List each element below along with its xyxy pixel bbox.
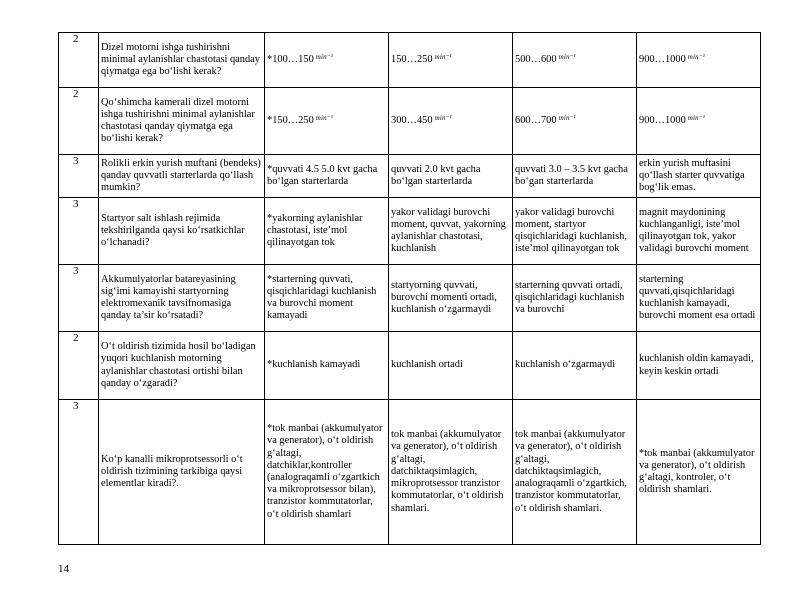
answer-c-cell: yakor validagi burovchi moment, startyor qisqichlaridagi kuchlanish, iste’mol qilinayotgan tok [513, 198, 637, 265]
row-number: 3 [59, 265, 99, 332]
answer-text: *150…250 [267, 114, 314, 126]
answer-a-cell: *quvvati 4.5 5.0 kvt gacha bo‘lgan starterlarda [265, 155, 389, 198]
table-row [59, 265, 761, 332]
answer-text: 150…250 [391, 53, 433, 65]
unit-label: min⁻¹ [687, 52, 706, 61]
answer-b-cell: startyorning quvvati, burovchi momenti ortadi, kuchlanish o‘zgarmaydi [389, 265, 513, 332]
answer-text: 900…1000 [639, 53, 686, 65]
answer-a-cell: *tok manbai (akkumulyator va generator), o‘t oldirish g‘altagi, datchiklar,kontroller (analograqamli o‘zgartkich va mikroprotsessor bilan), tranzistor kommutatorlar, o‘t oldirish shamlari [265, 400, 389, 545]
question-cell: Ko‘p kanalli mikroprotsessorli o‘t oldirish tizimining tarkibiga qaysi elementlar kiradi?. [99, 400, 265, 545]
answer-c-cell: kuchlanish o‘zgarmaydi [513, 332, 637, 400]
table-row [59, 198, 761, 265]
unit-label: min⁻¹ [558, 113, 576, 122]
question-cell: Rolikli erkin yurish muftani (bendeks) qanday quvvatli starterlarda qo‘llash mumkin? [99, 155, 265, 198]
answer-b-cell: kuchlanish ortadi [389, 332, 513, 400]
unit-label: min⁻¹ [687, 113, 706, 122]
row-number: 2 [59, 33, 99, 88]
table-row [59, 33, 761, 88]
question-cell: Qo‘shimcha kamerali dizel motorni ishga tushirishni minimal aylanishlar chastotasi qanday qiymatga ega bo‘lishi kerak? [99, 88, 265, 155]
answer-d-cell: erkin yurish muftasini qo‘llash starter quvvatiga bog‘lik emas. [637, 155, 761, 198]
answer-c-cell [513, 88, 637, 155]
answer-a-cell: *starterning quvvati, qisqichlaridagi kuchlanish va burovchi moment kamayadi [265, 265, 389, 332]
answer-b-cell [389, 88, 513, 155]
answer-text: 500…600 [515, 53, 557, 65]
row-number: 3 [59, 155, 99, 198]
unit-label: min⁻¹ [434, 113, 452, 122]
table-row [59, 88, 761, 155]
answer-text: 300…450 [391, 114, 433, 126]
row-number: 2 [59, 88, 99, 155]
table-row [59, 332, 761, 400]
answer-c-cell [513, 33, 637, 88]
answer-b-cell: quvvati 2.0 kvt gacha bo‘lgan starterlarda [389, 155, 513, 198]
answer-b-cell: yakor validagi burovchi moment, quvvat, yakorning aylanishlar chastotasi, kuchlanish [389, 198, 513, 265]
answer-c-cell: tok manbai (akkumulyator va generator), o‘t oldirish g‘altagi, datchiktaqsimlagich, analograqamli o‘zgartkich, tranzistor kommutatorlar, o‘t oldirish shamlari. [513, 400, 637, 545]
answer-d-cell [637, 88, 761, 155]
answer-b-cell: tok manbai (akkumulyator va generator), o‘t oldirish g‘altagi, datchiktaqsimlagich, mikroprotsessor tranzistor kommutatorlar, o‘t oldirish shamlari. [389, 400, 513, 545]
answer-a-cell: *yakorning aylanishlar chastotasi, iste’mol qilinayotgan tok [265, 198, 389, 265]
answer-text: 600…700 [515, 114, 557, 126]
answer-d-cell: starterning quvvati,qisqichlaridagi kuchlanish kamayadi, burovchi moment esa ortadi [637, 265, 761, 332]
answer-c-cell: starterning quvvati ortadi, qisqichlaridagi kuchlanish va burovchi [513, 265, 637, 332]
row-number: 3 [59, 198, 99, 265]
quiz-table [58, 32, 761, 545]
answer-a-cell: *kuchlanish kamayadi [265, 332, 389, 400]
unit-label: min⁻¹ [558, 52, 576, 61]
unit-label: min⁻¹ [434, 52, 452, 61]
row-number: 3 [59, 400, 99, 545]
answer-text: 900…1000 [639, 114, 686, 126]
question-cell: Startyor salt ishlash rejimida tekshirilganda qaysi ko‘rsatkichlar o‘lchanadi? [99, 198, 265, 265]
answer-d-cell [637, 33, 761, 88]
table-row [59, 400, 761, 545]
unit-label: min⁻¹ [315, 113, 334, 122]
answer-d-cell: kuchlanish oldin kamayadi, keyin keskin ortadi [637, 332, 761, 400]
answer-a-cell [265, 88, 389, 155]
question-cell: O‘t oldirish tizimida hosil bo‘ladigan yuqori kuchlanish motorning aylanishlar chastotasi ortishi bilan qanday o‘zgaradi? [99, 332, 265, 400]
unit-label: min⁻¹ [315, 52, 334, 61]
answer-d-cell: magnit maydonining kuchlanganligi, iste’mol qilinayotgan tok, yakor validagi burovchi moment [637, 198, 761, 265]
page-number: 14 [58, 563, 69, 575]
answer-c-cell: quvvati 3.0 – 3.5 kvt gacha bo‘gan starterlarda [513, 155, 637, 198]
question-cell: Akkumulyatorlar batareyasining sig‘imi kamayishi startyorning elektromexanik tavsifnomasiga qanday ta’sir ko‘rsatadi? [99, 265, 265, 332]
answer-b-cell [389, 33, 513, 88]
answer-d-cell: *tok manbai (akkumulyator va generator), o‘t oldirish g‘altagi, kontroler, o‘t oldirish shamlari. [637, 400, 761, 545]
question-cell: Dizel motorni ishga tushirishni minimal aylanishlar chastotasi qanday qiymatga ega bo‘lishi kerak? [99, 33, 265, 88]
row-number: 2 [59, 332, 99, 400]
answer-text: *100…150 [267, 53, 314, 65]
answer-a-cell [265, 33, 389, 88]
table-row [59, 155, 761, 198]
